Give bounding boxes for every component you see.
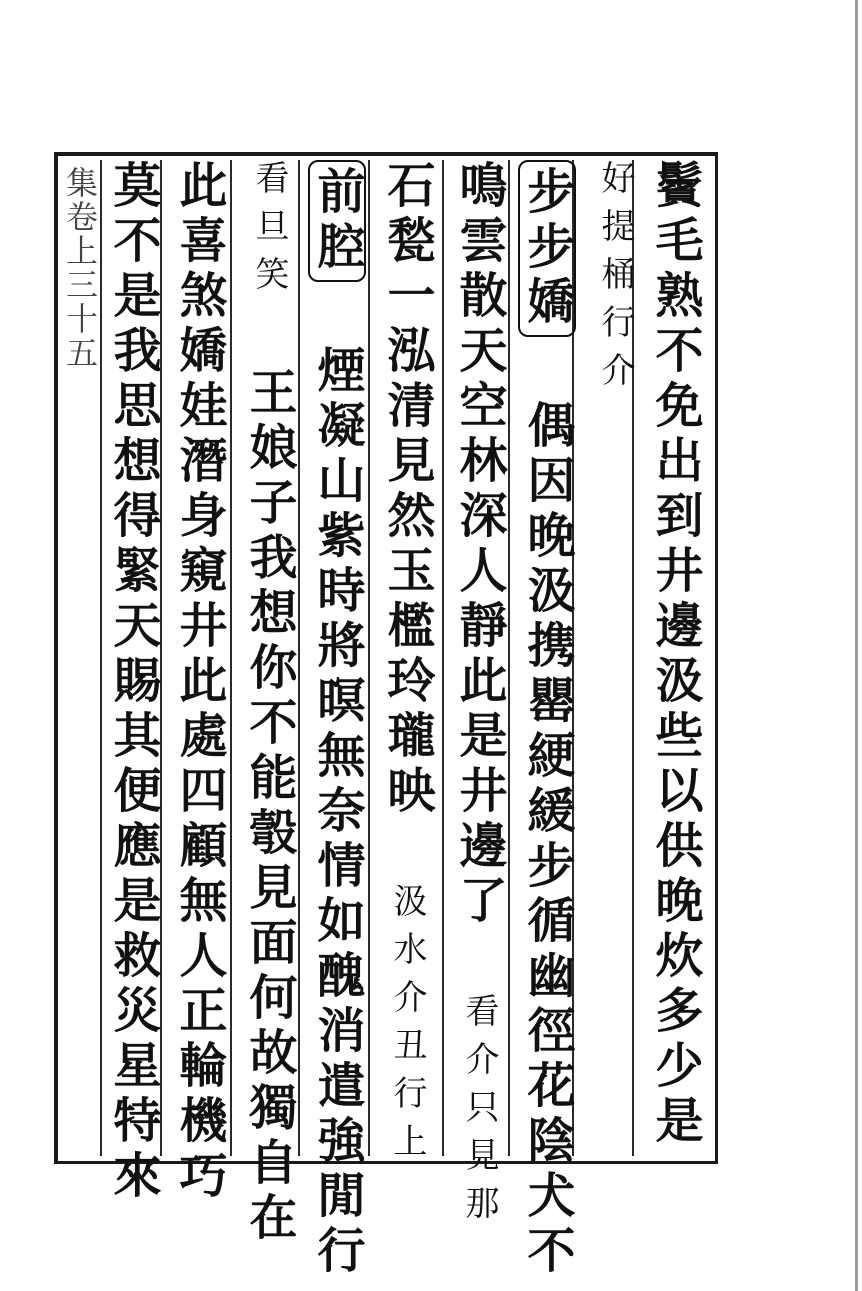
text-column-9	[106, 160, 160, 1205]
stage-direction: 看介只見那	[459, 993, 499, 1233]
stage-direction: 看旦笑	[249, 160, 289, 304]
column-text: 鳴雲散天空林深人靜此是井邊了	[451, 160, 507, 930]
column-text: 王娘子我想你不能彀見面何故獨自在	[241, 367, 297, 1247]
column-rule	[230, 160, 232, 1156]
column-rule	[508, 160, 510, 1156]
tune-marker: 前腔	[308, 160, 366, 282]
text-column-5	[380, 160, 434, 1171]
page-edge	[855, 0, 858, 1291]
margin-label: 集卷上三十五	[61, 166, 99, 370]
column-text: 此喜煞嬌娃潛身窺井此處四顧無人正輪機巧	[171, 160, 227, 1205]
text-column-4	[452, 160, 506, 1233]
text-column-2	[588, 160, 642, 400]
column-text: 煙凝山紫時將暝無奈情如醜消遣強閒行	[309, 345, 365, 1280]
column-rule	[368, 160, 370, 1156]
margin-strip	[54, 152, 98, 1164]
column-rule	[442, 160, 444, 1156]
column-rule	[298, 160, 300, 1156]
column-text: 偶因晚汲携罌綆緩步循幽徑花陰犬不	[519, 400, 575, 1280]
column-text: 鬢毛熟不免出到井邊汲些以供晚炊多少是	[647, 160, 703, 1150]
column-text: 莫不是我思想得緊天賜其便應是救災星特來	[105, 160, 161, 1205]
text-column-1	[648, 160, 702, 1150]
text-column-3	[518, 160, 576, 1280]
stage-direction: 好提桶行介	[595, 160, 635, 400]
tune-marker: 步步嬌	[518, 160, 576, 337]
text-column-7	[242, 160, 296, 1247]
text-column-6	[308, 160, 366, 1280]
stage-direction: 汲水介丑行上	[387, 883, 427, 1171]
column-text: 石甃一泓清見然玉檻玲瓏映	[379, 160, 435, 820]
column-rule	[100, 160, 102, 1156]
text-column-8	[172, 160, 226, 1205]
